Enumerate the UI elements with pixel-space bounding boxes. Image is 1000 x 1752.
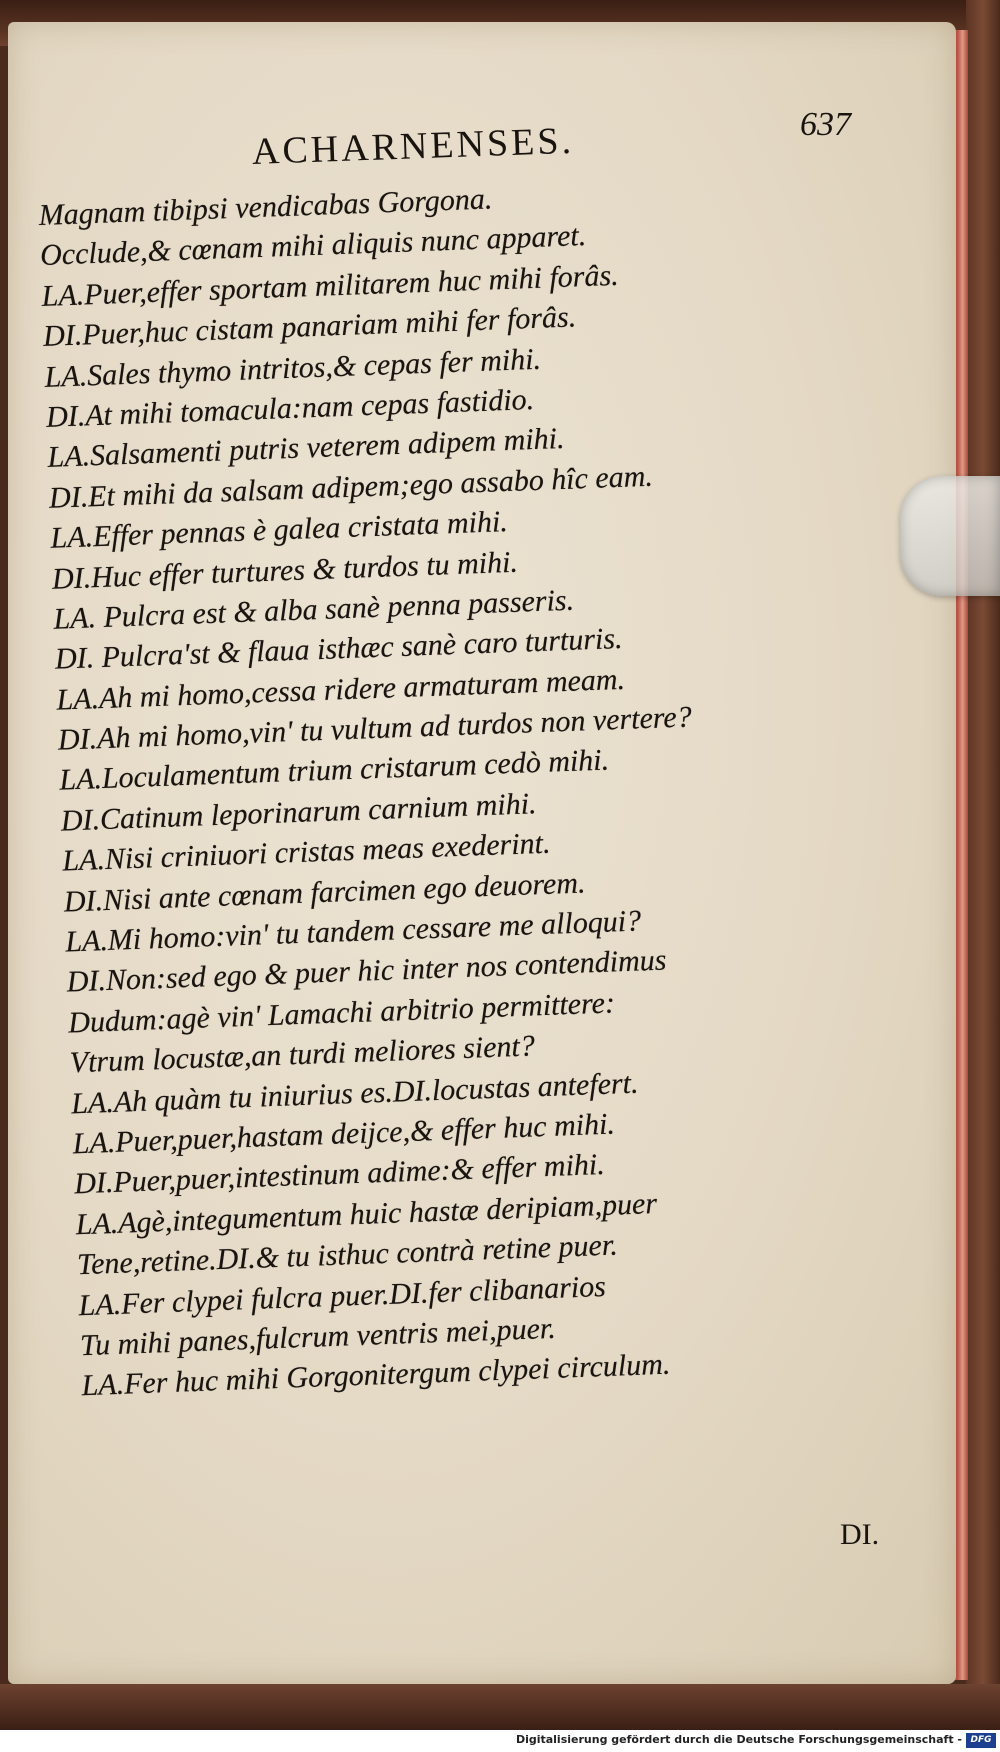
verse-line: DI.Puer,puer,intestinum adime:& effer mihi. [73, 1148, 606, 1201]
verse-line: LA.Agè,integumentum huic hastæ deripiam,puer [75, 1186, 658, 1242]
page-number: 637 [800, 106, 851, 143]
book-cover-bottom [0, 1684, 1000, 1730]
verse-line: LA.Loculamentum trium cristarum cedò mihi. [58, 743, 610, 798]
verse-line: Magnam tibipsi vendicabas Gorgona. [38, 182, 493, 232]
verse-line: DI.Ah mi homo,vin' tu vultum ad turdos non vertere? [57, 700, 693, 757]
verse-line: DI.At mihi tomacula:nam cepas fastidio. [45, 382, 535, 434]
verse-line: LA.Salsamenti putris veterem adipem mihi. [46, 422, 566, 475]
verse-line: Dudum:agè vin' Lamachi arbitrio permittere: [67, 986, 616, 1040]
verse-line: DI.Nisi ante cœnam farcimen ego deuorem. [63, 866, 586, 919]
verse-line: DI.Huc effer turtures & turdos tu mihi. [51, 545, 519, 596]
verse-line: LA. Pulcra est & alba sanè penna passeris. [52, 583, 575, 636]
verse-line: LA.Sales thymo intritos,& cepas fer mihi. [44, 342, 542, 394]
verse-line: LA.Nisi criniuori cristas meas exederint. [61, 826, 551, 878]
book-cover-edge [966, 0, 1000, 1752]
verse-line: DI.Puer,huc cistam panariam mihi fer forâs. [42, 300, 577, 354]
verse-line: LA.Puer,effer sportam militarem huc mihi forâs. [41, 258, 620, 313]
dfg-logo: DFG [966, 1733, 996, 1748]
verse-line: Tene,retine.DI.& tu isthuc contrà retine puer. [76, 1228, 619, 1282]
verse-line: DI.Catinum leporinarum carnium mihi. [60, 787, 538, 838]
digitization-credit: Digitalisierung gefördert durch die Deutsche Forschungsgemeinschaft - [515, 1733, 962, 1746]
catchword: DI. [840, 1518, 880, 1551]
credit-bar [0, 1730, 1000, 1752]
verse-line: Vtrum locustæ,an turdi meliores sient? [69, 1029, 536, 1080]
verse-line: LA.Ah quàm tu iniurius es.DI.locustas antefert. [70, 1066, 639, 1120]
verse-line: LA.Effer pennas è galea cristata mihi. [49, 505, 509, 555]
verse-line: LA.Mi homo:vin' tu tandem cessare me alloqui? [64, 904, 642, 959]
verse-line: Occlude,& cœnam mihi aliquis nunc apparet. [39, 219, 587, 273]
verse-line: LA.Puer,puer,hastam deijce,& effer huc mihi. [72, 1107, 616, 1161]
page-clip [900, 476, 1000, 596]
verse-line: DI.Et mihi da salsam adipem;ego assabo hîc eam. [48, 459, 654, 515]
verse-line: LA.Fer clypei fulcra puer.DI.fer clibanarios [78, 1269, 607, 1322]
verse-block [38, 168, 842, 1407]
verse-line: LA.Ah mi homo,cessa ridere armaturam meam. [55, 662, 626, 717]
verse-line: DI. Pulcra'st & flaua isthæc sanè caro turturis. [54, 622, 624, 676]
running-head: ACHARNENSES. [251, 119, 575, 173]
verse-line: DI.Non:sed ego & puer hic inter nos contendimus [66, 943, 667, 999]
verse-line: Tu mihi panes,fulcrum ventris mei,puer. [79, 1311, 557, 1363]
verse-line: LA.Fer huc mihi Gorgonitergum clypei circulum. [81, 1347, 671, 1403]
